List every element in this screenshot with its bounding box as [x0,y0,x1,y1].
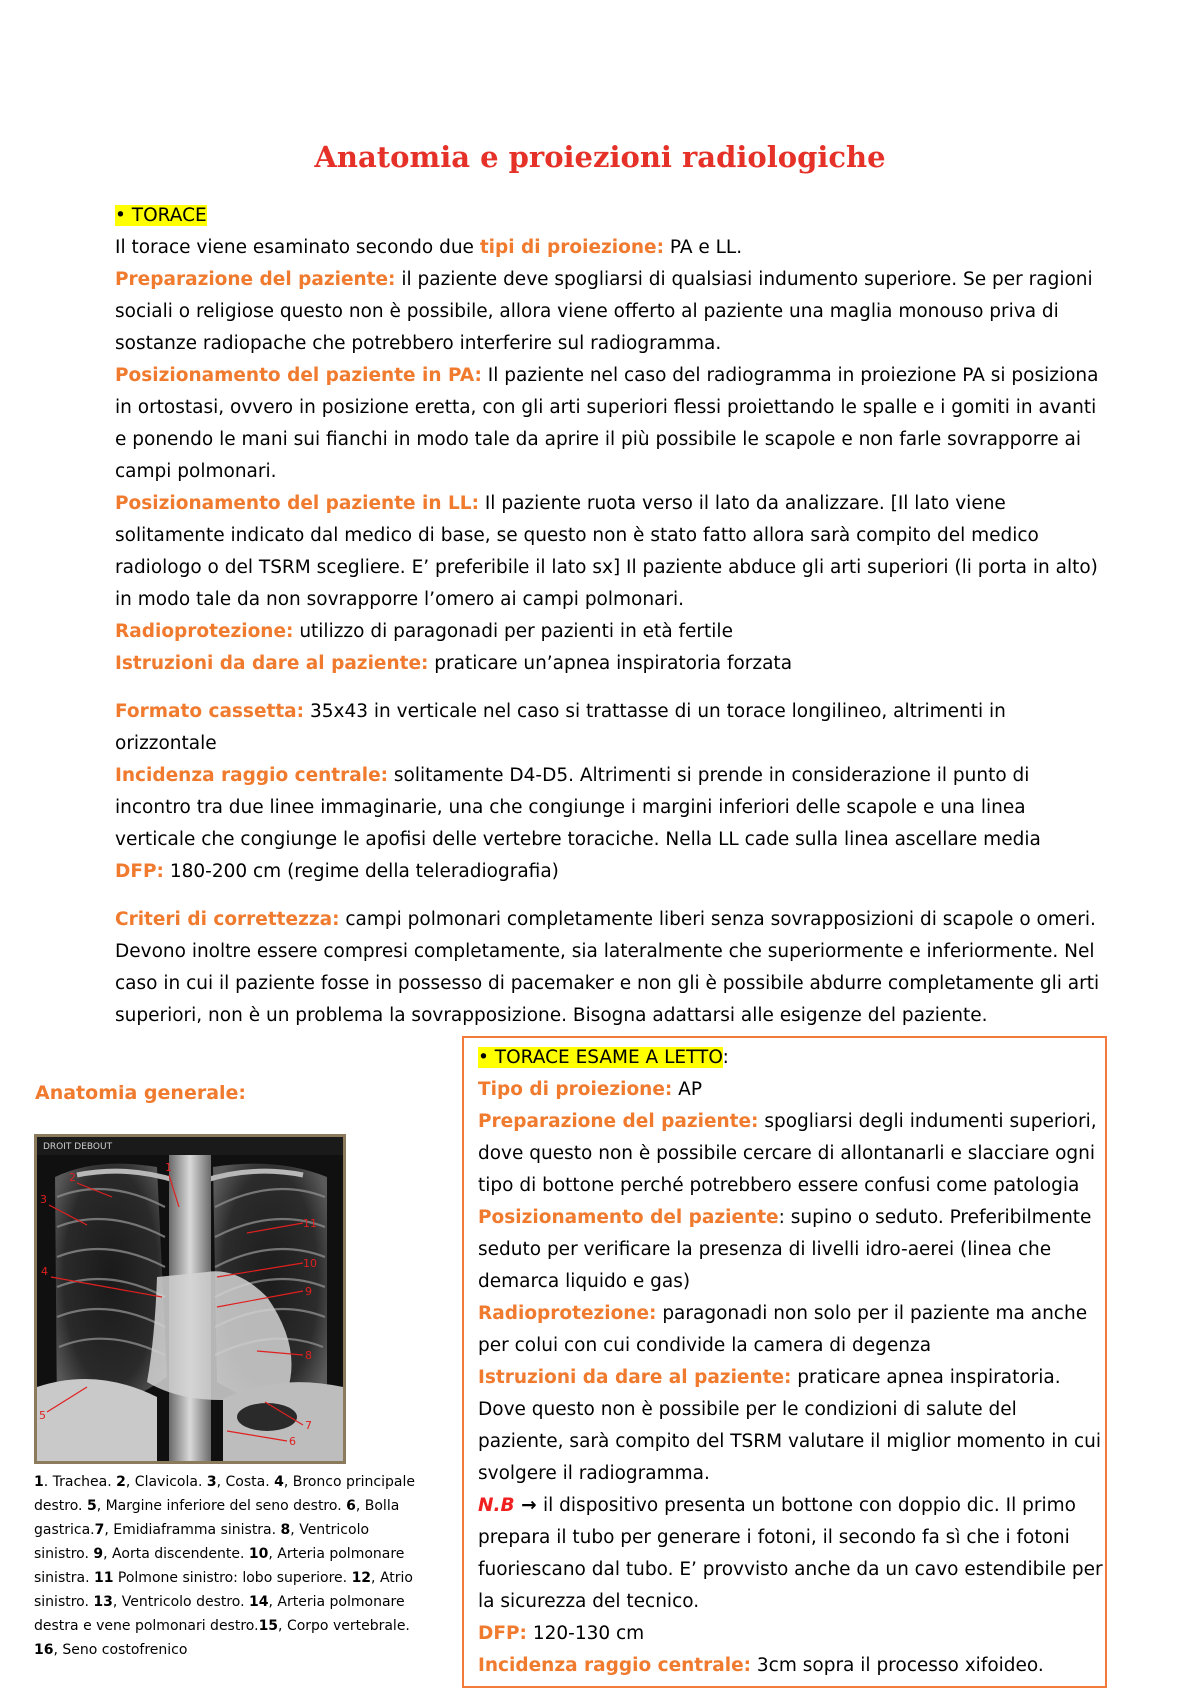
letto-tipo [478,1074,1103,1106]
letto-istruzioni [478,1362,1103,1490]
xray-caption [34,1470,424,1662]
letto-heading-text: • TORACE ESAME A LETTO [478,1047,723,1068]
xray-marker: 6 [289,1435,296,1448]
letto-posizionamento-text: : supino o seduto. Preferibilmente seduto per verificare la presenza di livelli idro-aerei (linea che demarca liquido e gas) [478,1207,1092,1292]
pa-keyword: Posizionamento del paziente in PA: [115,365,482,386]
caption-text: , Bolla gastrica. [34,1498,400,1538]
letto-preparazione-text: spogliarsi degli indumenti superiori, dove questo non è possibile cercare di allontanarli e slacciare ogni tipo di bottone perché potrebbero essere confusi come patologia [478,1111,1097,1196]
ll-text: Il paziente ruota verso il lato da analizzare. [Il lato viene solitamente indicato dal medico di base, se questo non è stato fatto allora sarà compito del medico radiologo o del TSRM scegliere. E’ preferibile il lato sx] Il paziente abduce gli arti superiori (li porta in alto) in modo tale da non sovrapporre l’omero ai campi polmonari. [115,493,1098,610]
spacer [115,888,1100,904]
caption-text: , Seno costofrenico [53,1642,188,1658]
caption-truncated-line [34,1670,194,1676]
torace-criteri [115,904,1100,1032]
torace-intro [115,232,1100,264]
formato-keyword: Formato cassetta: [115,701,305,722]
caption-number: 10 [248,1546,269,1562]
page-title: Anatomia e proiezioni radiologiche [314,140,886,174]
ll-keyword: Posizionamento del paziente in LL: [115,493,479,514]
arrow-right-icon: → [514,1495,544,1516]
torace-section [115,200,1100,1032]
istruzioni-text: praticare un’apnea inspiratoria forzata [428,653,793,674]
letto-incidenza-keyword: Incidenza raggio centrale: [478,1655,752,1676]
letto-dfp [478,1618,1103,1650]
letto-istruzioni-keyword: Istruzioni da dare al paziente: [478,1367,792,1388]
torace-heading-text: • TORACE [115,205,207,226]
xray-marker: 9 [305,1285,312,1298]
caption-number: 11 [93,1570,114,1586]
xray-marker: 2 [69,1171,76,1184]
torace-dfp [115,856,1100,888]
caption-number: 14 [249,1594,269,1610]
formato-text: 35x43 in verticale nel caso si trattasse di un torace longilineo, altrimenti in orizzontale [115,701,1006,754]
caption-text: , Atrio sinistro. [34,1570,413,1610]
caption-number: 6 [346,1498,356,1514]
torace-radioprotezione [115,616,1100,648]
caption-text: , Ventricolo sinistro. [34,1522,370,1562]
letto-heading [478,1042,1103,1074]
caption-number: 16 [34,1642,54,1658]
criteri-text: campi polmonari completamente liberi senza sovrapposizioni di scapole o omeri. Devono inoltre essere compresi completamente, sia lateralmente che superiormente e inferiormente. Nel caso in cui il paziente fosse in possesso di pacemaker e non gli è possibile abdurre completamente gli arti superiori, non è un problema la sovrapposizione. Bisogna adattarsi alle esigenze del paziente. [115,909,1100,1026]
torace-istruzioni [115,648,1100,680]
letto-istruzioni-text: praticare apnea inspiratoria. Dove questo non è possibile per le condizioni di salute del paziente, sarà compito del TSRM valutare il miglior momento in cui svolgere il radiogramma. [478,1367,1102,1484]
nb-keyword: N.B [478,1495,515,1516]
intro-text: Il torace viene esaminato secondo due [115,237,480,258]
incidenza-text: solitamente D4-D5. Altrimenti si prende in considerazione il punto di incontro tra due linee immaginarie, una che congiunge i margini inferiori delle scapole e una linea verticale che congiunge le apofisi delle vertebre toraciche. Nella LL cade sulla linea ascellare media [115,765,1041,850]
caption-text: , Margine inferiore del seno destro. [96,1498,347,1514]
caption-number: 3 [206,1474,217,1490]
xray-marker: 3 [40,1193,47,1206]
caption-number: 4 [274,1474,284,1490]
caption-text: , Ventricolo destro. [112,1594,250,1610]
caption-number: 15 [258,1618,279,1634]
caption-number: 1 [34,1474,44,1490]
letto-heading-colon: : [722,1047,729,1068]
torace-posizionamento-pa [115,360,1100,488]
nb-text: il dispositivo presenta un bottone con doppio dic. Il primo prepara il tubo per generare i fotoni, il secondo fa sì che i fotoni fuoriescano dal tubo. E’ provvisto anche da un cavo estendibile per la sicurezza del tecnico. [478,1495,1103,1612]
letto-incidenza [478,1650,1103,1682]
esame-a-letto-section [478,1042,1103,1682]
letto-posizionamento [478,1202,1103,1298]
caption-number: 5 [86,1498,97,1514]
xray-marker: 11 [303,1217,317,1230]
caption-text: Polmone sinistro: lobo superiore. [113,1570,352,1586]
xray-marker: 4 [41,1265,48,1278]
letto-dfp-keyword: DFP: [478,1623,527,1644]
pa-text: Il paziente nel caso del radiogramma in proiezione PA si posiziona in ortostasi, ovvero in posizione eretta, con gli arti superiori flessi proiettando le spalle e i gomiti in avanti e ponendo le mani sui fianchi in modo tale da aprire il più possibile le scapole e non farle sovrapporre ai campi polmonari. [115,365,1099,482]
spacer [115,680,1100,696]
caption-number: 13 [93,1594,113,1610]
caption-text: , Emidiaframma sinistra. [104,1522,281,1538]
chest-xray-image [34,1134,346,1464]
letto-posizionamento-keyword: Posizionamento del paziente [478,1207,779,1228]
letto-radioprotezione-keyword: Radioprotezione: [478,1303,657,1324]
istruzioni-keyword: Istruzioni da dare al paziente: [115,653,429,674]
xray-marker: 8 [305,1349,312,1362]
caption-text: , Arteria polmonare destra e vene polmonari destro. [34,1594,405,1634]
torace-preparazione [115,264,1100,360]
preparazione-text: il paziente deve spogliarsi di qualsiasi indumento superiore. Se per ragioni sociali o religiose questo non è possibile, allora viene offerto al paziente una maglia monouso priva di sostanze radiopache che potrebbero interferire sul radiogramma. [115,269,1093,354]
intro-value: PA e LL. [663,237,743,258]
anatomia-heading: Anatomia generale: [35,1082,247,1104]
torace-heading [115,200,1100,232]
caption-text: , Costa. [216,1474,275,1490]
caption-number: 7 [94,1522,105,1538]
radioprotezione-keyword: Radioprotezione: [115,621,294,642]
letto-incidenza-text: 3cm sopra il processo xifoideo. [751,1655,1044,1676]
xray-marker: 10 [303,1257,317,1270]
incidenza-keyword: Incidenza raggio centrale: [115,765,389,786]
caption-text: , Clavicola. [125,1474,207,1490]
letto-nb [478,1490,1103,1618]
xray-marker: 5 [39,1409,46,1422]
letto-radioprotezione-text: paragonadi non solo per il paziente ma anche per colui con cui condivide la camera di degenza [478,1303,1088,1356]
torace-posizionamento-ll [115,488,1100,616]
xray-label: DROIT DEBOUT [43,1142,113,1152]
caption-number: 2 [116,1474,126,1490]
caption-text: . Trachea. [43,1474,117,1490]
intro-keyword: tipi di proiezione: [479,237,664,258]
radioprotezione-text: utilizzo di paragonadi per pazienti in età fertile [293,621,733,642]
caption-number: 12 [351,1570,372,1586]
preparazione-keyword: Preparazione del paziente: [115,269,396,290]
tipo-keyword: Tipo di proiezione: [478,1079,673,1100]
caption-number: 8 [280,1522,291,1538]
xray-marker: 7 [305,1419,312,1432]
caption-text: , Aorta discendente. [103,1546,249,1562]
letto-preparazione [478,1106,1103,1202]
caption-text: , Arteria polmonare sinistra. [34,1546,405,1586]
caption-text: , Corpo vertebrale. [278,1618,410,1634]
criteri-keyword: Criteri di correttezza: [115,909,340,930]
letto-radioprotezione [478,1298,1103,1362]
letto-dfp-text: 120-130 cm [526,1623,645,1644]
xray-marker: 1 [165,1161,172,1174]
tipo-text: AP [672,1079,702,1100]
letto-preparazione-keyword: Preparazione del paziente: [478,1111,759,1132]
caption-number: 9 [93,1546,104,1562]
chest-xray-svg [37,1137,343,1461]
torace-formato [115,696,1100,760]
dfp-text: 180-200 cm (regime della teleradiografia) [163,861,559,882]
torace-incidenza [115,760,1100,856]
caption-text: , Bronco principale destro. [34,1474,415,1514]
dfp-keyword: DFP: [115,861,164,882]
